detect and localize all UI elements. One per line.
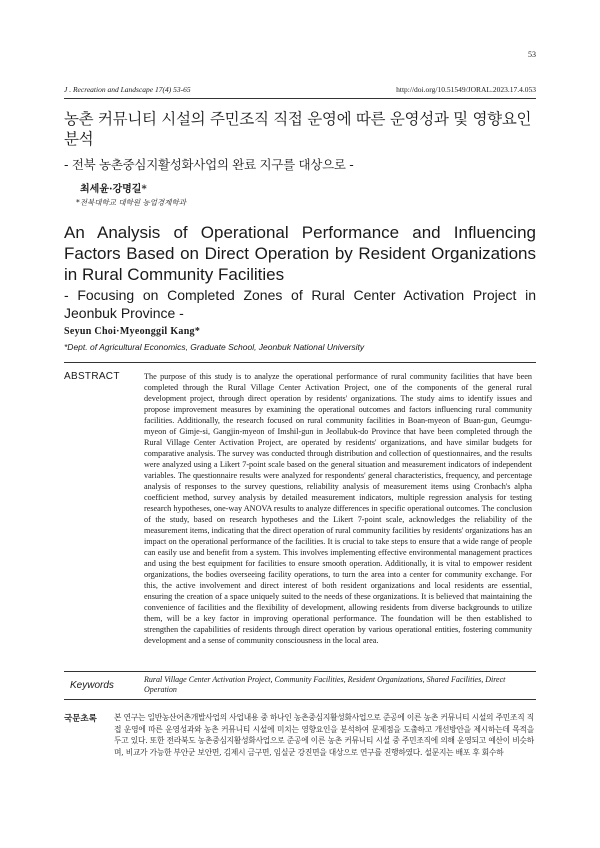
korean-abstract-text: 본 연구는 일반농산어촌개발사업의 사업내용 중 하나인 농촌중심지활성화사업으로 준공에 이른 농촌 커뮤니티 시설의 주민조직 직접 운영에 따른 운영성과와 농촌 커뮤니티 시설에 미치는 영향요인을 분석하여 문제점을 도출하고 개선방안을 제시하는데 목적을 두고 있다. 또한 전라북도 농촌중심지활성화사업으로 준공에 이른 농촌 커뮤니티 시설 중 주민조직에 의해 운영되고 예산이 비슷하며, 비교가 가능한 부안군 보안면, 김제시 금구면, 임실군 강진면을 대상으로 연구를 진행하였다. 설문지는 배포 후 회수하 xyxy=(114,713,534,757)
korean-title: 농촌 커뮤니티 시설의 주민조직 직접 운영에 따른 운영성과 및 영향요인 분석 xyxy=(64,110,532,148)
english-title: An Analysis of Operational Performance and Influencing Factors Based on Direct Operation by Resident Organizations in Rural Community Facilities xyxy=(64,223,536,284)
journal-citation: J . Recreation and Landscape 17(4) 53-65 xyxy=(64,85,191,94)
abstract-label: ABSTRACT xyxy=(64,371,120,382)
page-number: 53 xyxy=(528,50,536,59)
keywords-bottom-rule xyxy=(64,699,536,700)
korean-affiliation: *전북대학교 대학원 농업경제학과 xyxy=(76,198,186,207)
keywords-label: Keywords xyxy=(70,680,114,691)
korean-authors: 최세윤·강명길* xyxy=(80,184,147,195)
korean-abstract-label: 국문초록 xyxy=(64,714,97,724)
english-authors: Seyun Choi·Myeonggil Kang* xyxy=(64,326,201,337)
abstract-top-rule xyxy=(64,362,536,363)
english-affiliation: *Dept. of Agricultural Economics, Graduate School, Jeonbuk National University xyxy=(64,342,365,352)
korean-subtitle: - 전북 농촌중심지활성화사업의 완료 지구를 대상으로 - xyxy=(64,157,354,172)
header-rule xyxy=(64,98,536,99)
keywords-top-rule xyxy=(64,671,536,672)
keywords-text: Rural Village Center Activation Project, Community Facilities, Resident Organizations, Shared Facilities, Direct Operation xyxy=(144,675,506,694)
abstract-text: The purpose of this study is to analyze the operational performance of rural community facilities that have been completed through the Rural Village Center Activation Project, one of the components of the general rural development project, through direct operation by residents' organizations. The study aims to identify issues and propose improvement measures by examining the operational outcomes and factors influencing rural community facilities. Additionally, the research focused on rural community facilities in Boan-myeon of Buan-gun, Geumgu-myeon of Gimje-si, Gangjin-myeon of Imshil-gun in Jeollabuk-do Province that have been completed through the Rural Village Center Activation Project, are operated by residents' organizations, and have similar budgets for comparative analysis. The survey was conducted through distribution and collection of questionnaires, and the results were analyzed using a Likert 7-point scale based on the general situation and measurement indicators of independent variables. The questionnaire results were analyzed for respondents' general characteristics, frequency, and percentage analysis of responses to the survey questions, reliability analysis of measurement items using Cronbach's alpha coefficient method, survey analysis by detailed measurement indicators, multiple regression analysis for testing research hypotheses, one-way ANOVA results to analyze differences in specific operational outcomes. The conclusion of the study, based on research hypotheses and the Likert 7-point scale, acknowledges the reliability of the measurement items, indicating that the direct operation of rural community facilities by residents' organizations has an impact on the operational performance of the facilities. It is crucial to take steps to ensure that a wide range of people can easily use and benefit from a system. This involves implementing effective environmental management practices and using the best equipment for facilities to ensure smooth operation. Additionally, it is vital to empower resident organizations, the bodies overseeing facility operations, to turn the area into a center for community exchange. For this, the active involvement and direct interest of both resident organizations and local residents are essential, ensuring the creation of a space uniquely suited to the needs of these organizations. It is believed that maintaining the convenience of facilities and the flexibility of development, allowing residents from diverse backgrounds to utilize them, will be a key factor in improving operational performance. The foundation will be then established to strengthen the capabilities of residents through direct operation by various operational entities, fostering community development and a sense of community consciousness in the local area. xyxy=(144,372,532,645)
doi-link[interactable]: http://doi.org/10.51549/JORAL.2023.17.4.053 xyxy=(396,85,536,94)
english-subtitle: - Focusing on Completed Zones of Rural Center Activation Project in Jeonbuk Province - xyxy=(64,287,536,321)
running-header xyxy=(64,85,536,97)
